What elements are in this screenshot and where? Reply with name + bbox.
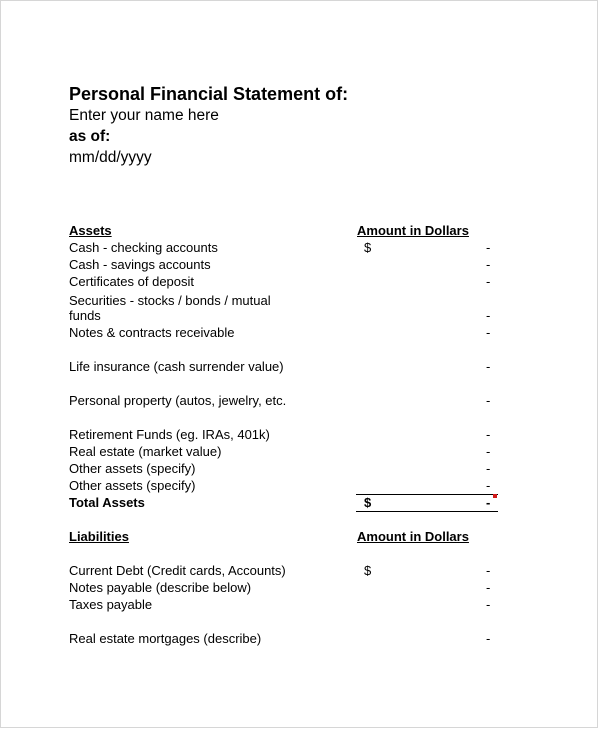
as-of-label: as of: bbox=[69, 128, 111, 145]
assets-heading: Assets bbox=[69, 223, 112, 238]
liability-value[interactable]: - bbox=[486, 631, 491, 646]
asset-label-line1: Securities - stocks / bonds / mutual bbox=[69, 293, 271, 308]
asset-value[interactable]: - bbox=[486, 444, 491, 459]
total-assets-value: - bbox=[486, 495, 491, 510]
asset-value[interactable]: - bbox=[486, 274, 491, 289]
liability-value[interactable]: - bbox=[486, 597, 491, 612]
total-top-rule bbox=[356, 494, 498, 495]
asset-label: Other assets (specify) bbox=[69, 478, 196, 493]
liability-label: Real estate mortgages (describe) bbox=[69, 631, 262, 646]
assets-amount-heading: Amount in Dollars bbox=[357, 223, 469, 238]
asset-value[interactable]: - bbox=[486, 257, 491, 272]
total-bottom-rule bbox=[356, 511, 498, 512]
asset-label: Retirement Funds (eg. IRAs, 401k) bbox=[69, 427, 270, 442]
asset-value[interactable]: - bbox=[486, 393, 491, 408]
comment-indicator[interactable] bbox=[493, 494, 497, 498]
asset-value[interactable]: - bbox=[486, 240, 491, 255]
dollar-sign: $ bbox=[364, 240, 372, 255]
liability-label: Taxes payable bbox=[69, 597, 153, 612]
asset-label: Notes & contracts receivable bbox=[69, 325, 235, 340]
liability-value[interactable]: - bbox=[486, 580, 491, 595]
asset-value[interactable]: - bbox=[486, 478, 491, 493]
asset-value[interactable]: - bbox=[486, 427, 491, 442]
liability-value[interactable]: - bbox=[486, 563, 491, 578]
asset-label: Real estate (market value) bbox=[69, 444, 222, 459]
asset-value[interactable]: - bbox=[486, 461, 491, 476]
liabilities-amount-heading: Amount in Dollars bbox=[357, 529, 469, 544]
asset-value[interactable]: - bbox=[486, 325, 491, 340]
dollar-sign: $ bbox=[364, 495, 372, 510]
asset-label: Cash - savings accounts bbox=[69, 257, 211, 272]
asset-value[interactable]: - bbox=[486, 359, 491, 374]
liability-label: Current Debt (Credit cards, Accounts) bbox=[69, 563, 286, 578]
liability-label: Notes payable (describe below) bbox=[69, 580, 252, 595]
dollar-sign: $ bbox=[364, 563, 372, 578]
liabilities-heading: Liabilities bbox=[69, 529, 129, 544]
asset-label-line2: funds bbox=[69, 308, 101, 323]
asset-label: Personal property (autos, jewelry, etc. bbox=[69, 393, 287, 408]
date-field[interactable]: mm/dd/yyyy bbox=[69, 149, 152, 166]
asset-label: Certificates of deposit bbox=[69, 274, 195, 289]
asset-label: Cash - checking accounts bbox=[69, 240, 218, 255]
asset-value[interactable]: - bbox=[486, 308, 491, 323]
asset-label: Life insurance (cash surrender value) bbox=[69, 359, 284, 374]
statement-title: Personal Financial Statement of: bbox=[69, 84, 349, 104]
name-field[interactable]: Enter your name here bbox=[69, 107, 219, 124]
total-assets-label: Total Assets bbox=[69, 495, 145, 510]
asset-label: Other assets (specify) bbox=[69, 461, 196, 476]
